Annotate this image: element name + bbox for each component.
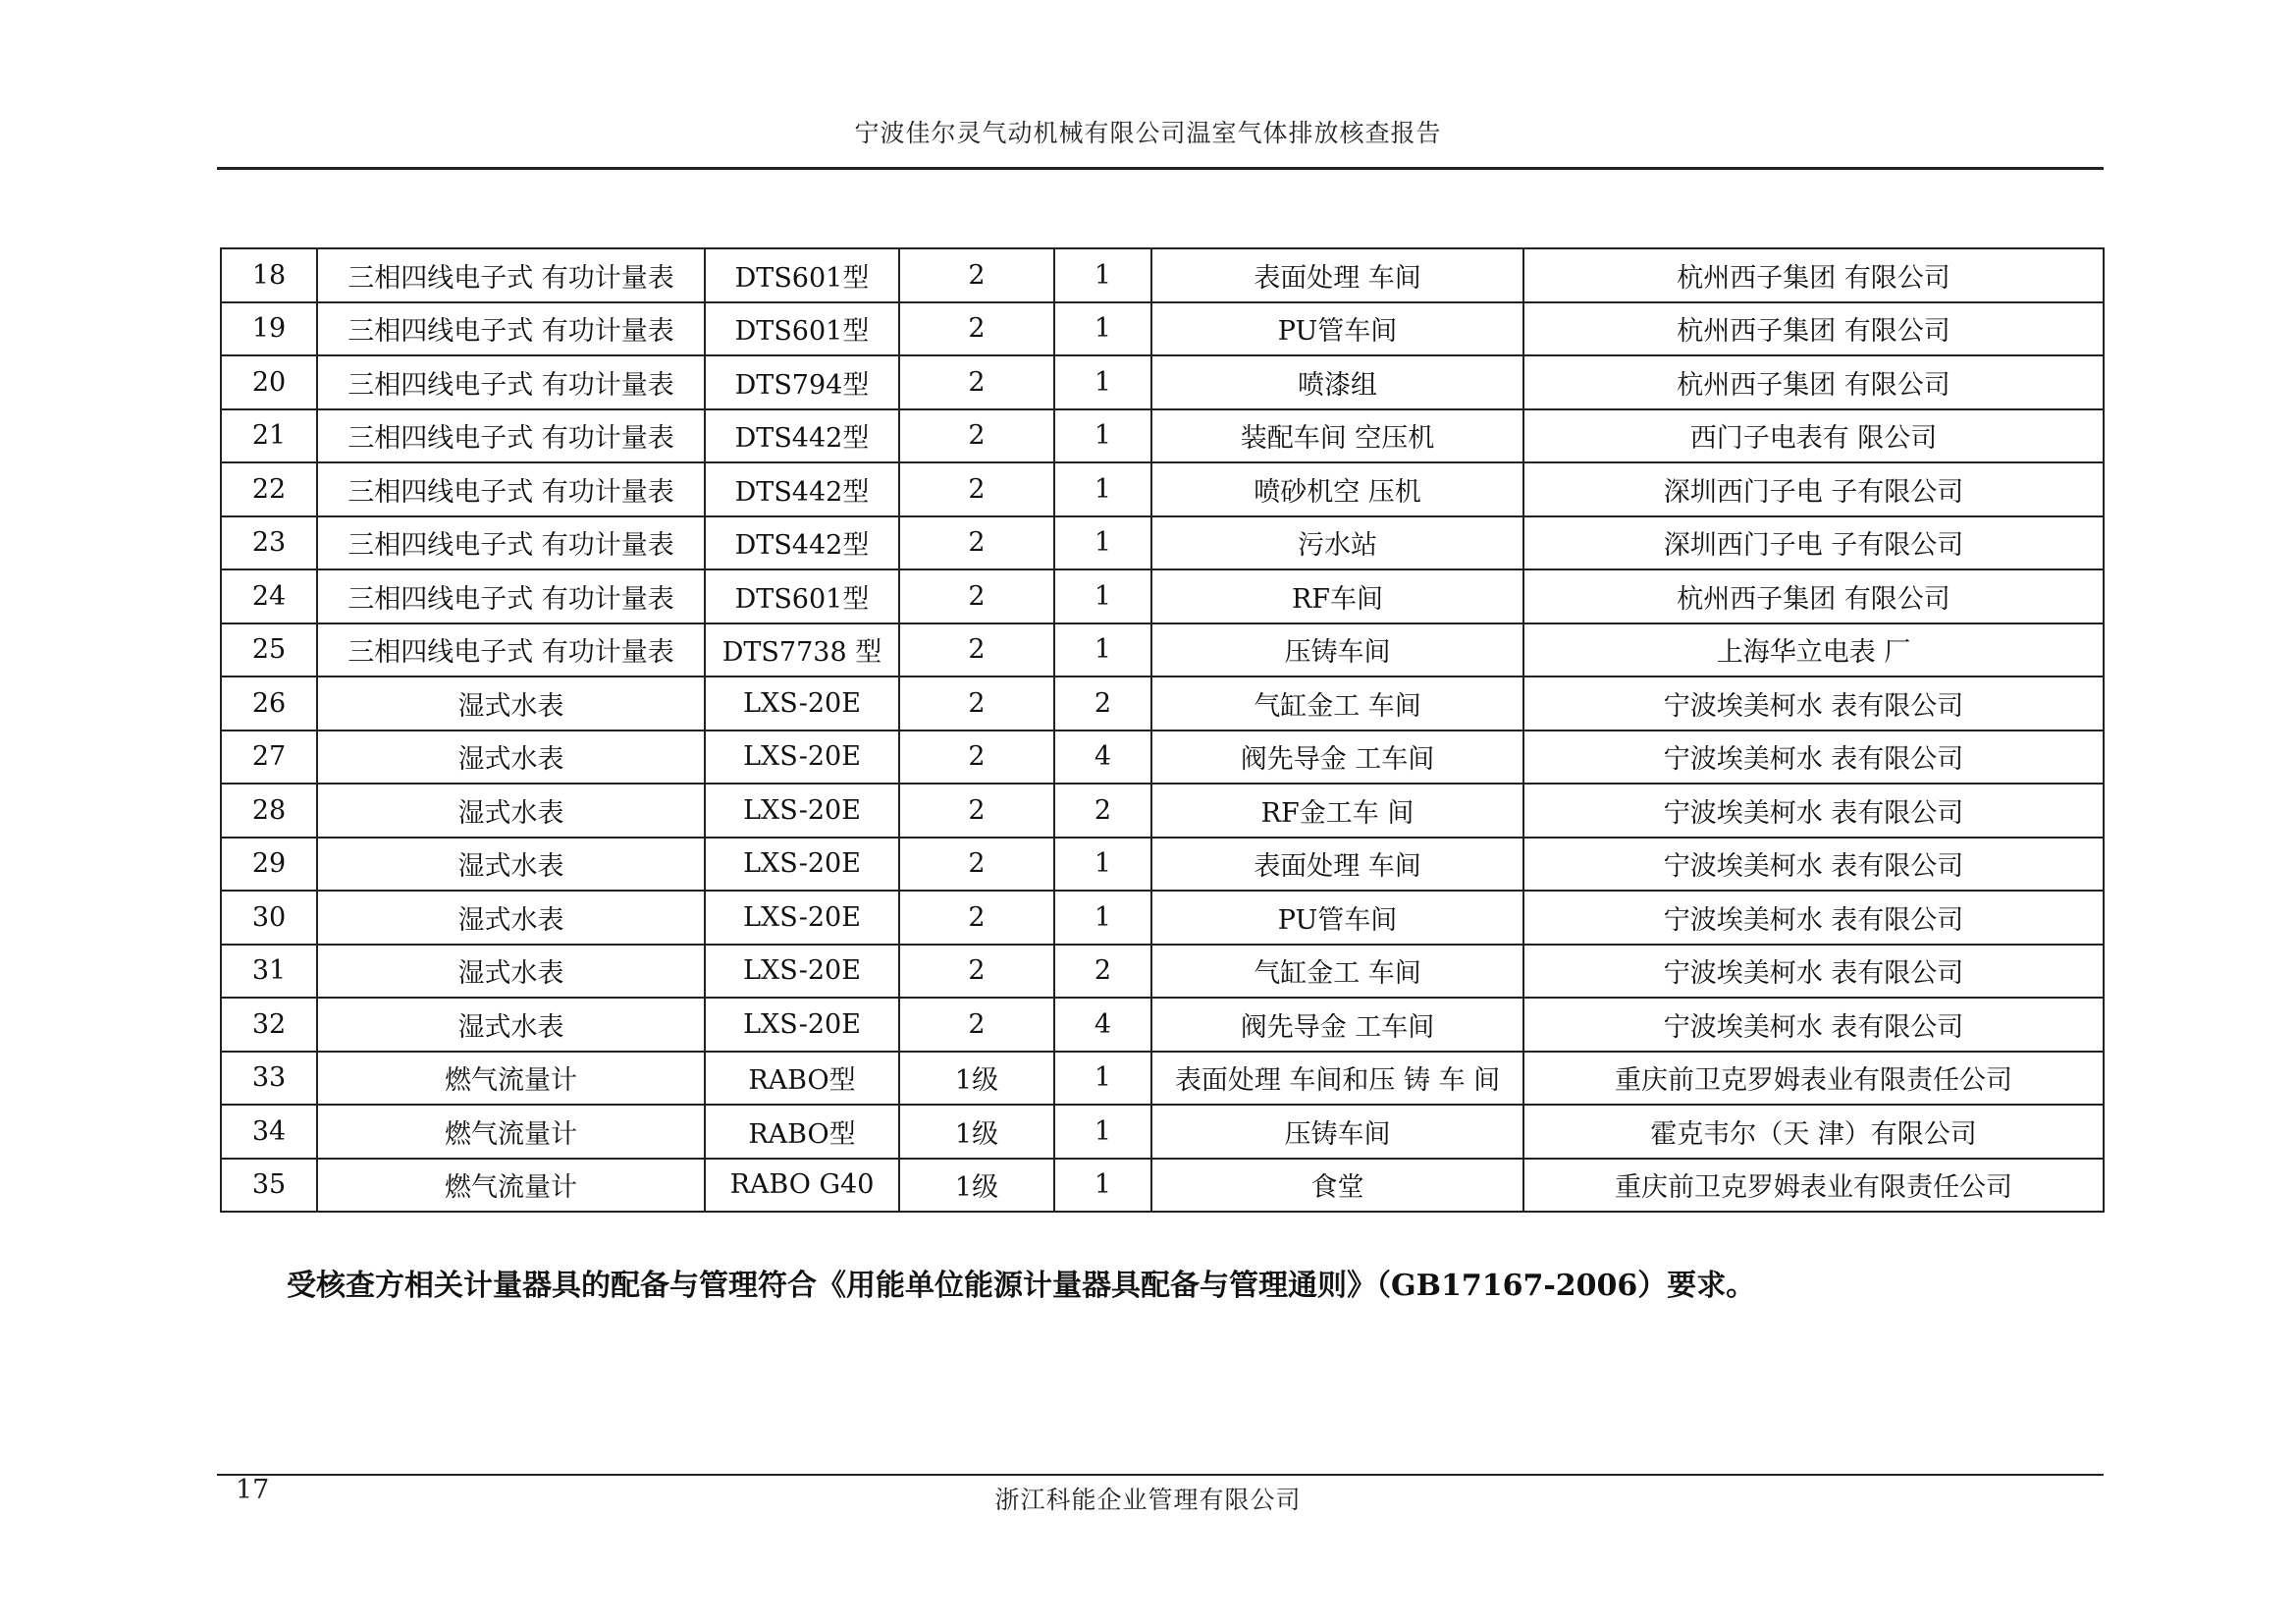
cell-accuracy-grade: 2 [899,891,1054,945]
cell-accuracy-grade: 2 [899,302,1054,356]
table-row [221,355,2104,409]
cell-location: RF车间 [1151,569,1523,623]
table-row [221,891,2104,945]
cell-manufacturer: 宁波埃美柯水 表有限公司 [1523,677,2104,731]
table-row [221,784,2104,838]
cell-model: DTS7738 型 [705,623,899,677]
cell-manufacturer: 宁波埃美柯水 表有限公司 [1523,945,2104,999]
cell-accuracy-grade: 2 [899,248,1054,302]
cell-instrument-name: 湿式水表 [317,945,705,999]
cell-location: 气缸金工 车间 [1151,677,1523,731]
cell-quantity: 1 [1054,355,1151,409]
cell-instrument-name: 三相四线电子式 有功计量表 [317,516,705,570]
cell-model: RABO G40 [705,1159,899,1213]
cell-location: 表面处理 车间和压 铸 车 间 [1151,1052,1523,1106]
cell-instrument-name: 三相四线电子式 有功计量表 [317,623,705,677]
cell-location: 食堂 [1151,1159,1523,1213]
cell-model: DTS442型 [705,409,899,463]
table-row [221,248,2104,302]
cell-manufacturer: 宁波埃美柯水 表有限公司 [1523,838,2104,892]
table-row [221,731,2104,785]
cell-quantity: 1 [1054,1105,1151,1159]
table-row [221,677,2104,731]
cell-location: 气缸金工 车间 [1151,945,1523,999]
cell-manufacturer: 重庆前卫克罗姆表业有限责任公司 [1523,1159,2104,1213]
footer-company-name: 浙江科能企业管理有限公司 [994,1486,1302,1514]
cell-instrument-name: 三相四线电子式 有功计量表 [317,355,705,409]
cell-row-number: 23 [221,516,317,570]
cell-instrument-name: 湿式水表 [317,891,705,945]
cell-accuracy-grade: 1级 [899,1052,1054,1106]
cell-manufacturer: 深圳西门子电 子有限公司 [1523,462,2104,516]
cell-row-number: 27 [221,731,317,785]
cell-model: DTS601型 [705,569,899,623]
cell-quantity: 1 [1054,838,1151,892]
cell-manufacturer: 杭州西子集团 有限公司 [1523,248,2104,302]
cell-quantity: 1 [1054,409,1151,463]
cell-row-number: 21 [221,409,317,463]
cell-quantity: 2 [1054,784,1151,838]
cell-model: DTS442型 [705,516,899,570]
cell-row-number: 25 [221,623,317,677]
cell-location: 喷漆组 [1151,355,1523,409]
cell-quantity: 1 [1054,248,1151,302]
cell-instrument-name: 燃气流量计 [317,1105,705,1159]
metering-instruments-table [220,247,2105,1213]
cell-accuracy-grade: 2 [899,677,1054,731]
cell-quantity: 1 [1054,516,1151,570]
cell-manufacturer: 重庆前卫克罗姆表业有限责任公司 [1523,1052,2104,1106]
cell-row-number: 31 [221,945,317,999]
cell-accuracy-grade: 2 [899,355,1054,409]
cell-location: RF金工车 间 [1151,784,1523,838]
cell-accuracy-grade: 2 [899,838,1054,892]
cell-model: LXS-20E [705,838,899,892]
cell-instrument-name: 三相四线电子式 有功计量表 [317,302,705,356]
cell-quantity: 4 [1054,998,1151,1052]
cell-accuracy-grade: 2 [899,731,1054,785]
cell-row-number: 33 [221,1052,317,1106]
cell-accuracy-grade: 2 [899,945,1054,999]
cell-model: RABO型 [705,1052,899,1106]
cell-model: DTS794型 [705,355,899,409]
cell-manufacturer: 杭州西子集团 有限公司 [1523,355,2104,409]
cell-location: 表面处理 车间 [1151,838,1523,892]
cell-instrument-name: 三相四线电子式 有功计量表 [317,409,705,463]
cell-instrument-name: 湿式水表 [317,838,705,892]
cell-quantity: 1 [1054,1159,1151,1213]
cell-quantity: 1 [1054,462,1151,516]
cell-manufacturer: 上海华立电表 厂 [1523,623,2104,677]
cell-accuracy-grade: 1级 [899,1105,1054,1159]
cell-instrument-name: 湿式水表 [317,998,705,1052]
cell-quantity: 1 [1054,569,1151,623]
cell-accuracy-grade: 2 [899,409,1054,463]
table-row [221,1159,2104,1213]
cell-instrument-name: 燃气流量计 [317,1052,705,1106]
cell-model: LXS-20E [705,998,899,1052]
report-header-title: 宁波佳尔灵气动机械有限公司温室气体排放核查报告 [854,119,1442,147]
cell-location: 表面处理 车间 [1151,248,1523,302]
cell-row-number: 28 [221,784,317,838]
cell-instrument-name: 湿式水表 [317,677,705,731]
cell-model: LXS-20E [705,731,899,785]
cell-row-number: 24 [221,569,317,623]
cell-manufacturer: 宁波埃美柯水 表有限公司 [1523,998,2104,1052]
cell-quantity: 1 [1054,623,1151,677]
cell-row-number: 32 [221,998,317,1052]
footer-divider [217,1474,2104,1476]
table-row [221,409,2104,463]
cell-model: DTS601型 [705,302,899,356]
cell-instrument-name: 湿式水表 [317,784,705,838]
cell-model: LXS-20E [705,891,899,945]
cell-location: PU管车间 [1151,302,1523,356]
header-divider [217,167,2104,170]
table-row [221,623,2104,677]
cell-accuracy-grade: 2 [899,998,1054,1052]
cell-row-number: 35 [221,1159,317,1213]
cell-accuracy-grade: 2 [899,784,1054,838]
cell-row-number: 18 [221,248,317,302]
cell-accuracy-grade: 1级 [899,1159,1054,1213]
cell-manufacturer: 西门子电表有 限公司 [1523,409,2104,463]
cell-location: 压铸车间 [1151,1105,1523,1159]
cell-manufacturer: 霍克韦尔（天 津）有限公司 [1523,1105,2104,1159]
table-row [221,569,2104,623]
cell-manufacturer: 宁波埃美柯水 表有限公司 [1523,731,2104,785]
cell-row-number: 30 [221,891,317,945]
table-row [221,1105,2104,1159]
table-row [221,998,2104,1052]
cell-accuracy-grade: 2 [899,462,1054,516]
cell-manufacturer: 深圳西门子电 子有限公司 [1523,516,2104,570]
cell-model: LXS-20E [705,945,899,999]
cell-accuracy-grade: 2 [899,516,1054,570]
cell-model: DTS442型 [705,462,899,516]
cell-row-number: 20 [221,355,317,409]
cell-manufacturer: 宁波埃美柯水 表有限公司 [1523,784,2104,838]
cell-model: DTS601型 [705,248,899,302]
cell-quantity: 1 [1054,891,1151,945]
cell-location: 喷砂机空 压机 [1151,462,1523,516]
table-row [221,838,2104,892]
cell-quantity: 2 [1054,945,1151,999]
cell-row-number: 19 [221,302,317,356]
table-body [221,248,2104,1212]
cell-location: 阀先导金 工车间 [1151,731,1523,785]
cell-manufacturer: 杭州西子集团 有限公司 [1523,302,2104,356]
cell-row-number: 29 [221,838,317,892]
cell-quantity: 1 [1054,302,1151,356]
cell-row-number: 26 [221,677,317,731]
cell-instrument-name: 三相四线电子式 有功计量表 [317,248,705,302]
page-number: 17 [236,1475,270,1505]
table-row [221,945,2104,999]
cell-accuracy-grade: 2 [899,569,1054,623]
cell-manufacturer: 宁波埃美柯水 表有限公司 [1523,891,2104,945]
table-row [221,1052,2104,1106]
cell-instrument-name: 燃气流量计 [317,1159,705,1213]
table-row [221,302,2104,356]
cell-location: 阀先导金 工车间 [1151,998,1523,1052]
cell-model: LXS-20E [705,677,899,731]
cell-location: 装配车间 空压机 [1151,409,1523,463]
cell-model: LXS-20E [705,784,899,838]
table-row [221,516,2104,570]
cell-location: PU管车间 [1151,891,1523,945]
cell-instrument-name: 湿式水表 [317,731,705,785]
cell-model: RABO型 [705,1105,899,1159]
cell-instrument-name: 三相四线电子式 有功计量表 [317,462,705,516]
conclusion-statement: 受核查方相关计量器具的配备与管理符合《用能单位能源计量器具配备与管理通则》（GB17167-2006）要求。 [287,1269,1756,1303]
table-row [221,462,2104,516]
cell-instrument-name: 三相四线电子式 有功计量表 [317,569,705,623]
cell-manufacturer: 杭州西子集团 有限公司 [1523,569,2104,623]
cell-row-number: 22 [221,462,317,516]
cell-quantity: 4 [1054,731,1151,785]
cell-row-number: 34 [221,1105,317,1159]
cell-quantity: 2 [1054,677,1151,731]
cell-location: 压铸车间 [1151,623,1523,677]
cell-location: 污水站 [1151,516,1523,570]
cell-accuracy-grade: 2 [899,623,1054,677]
cell-quantity: 1 [1054,1052,1151,1106]
